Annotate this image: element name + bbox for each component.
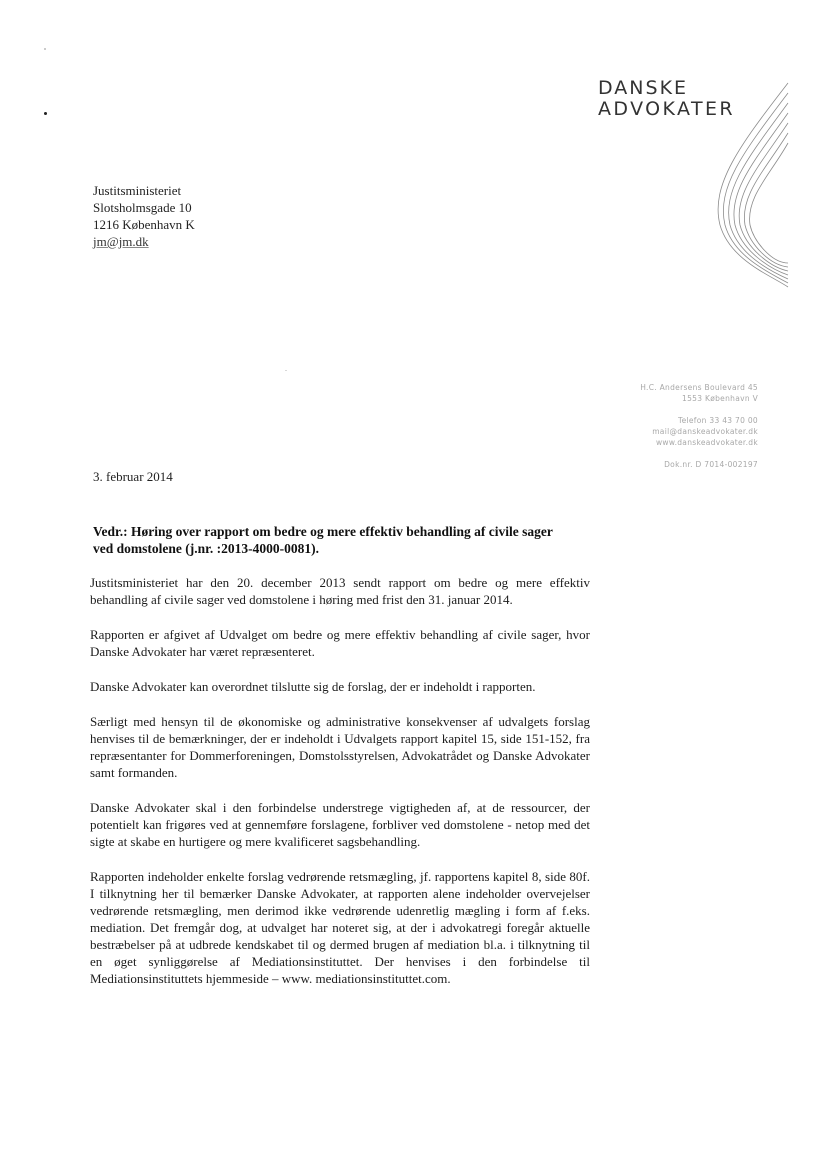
recipient-street: Slotsholmsgade 10 bbox=[93, 200, 192, 215]
logo-line-1: DANSKE bbox=[598, 77, 689, 99]
recipient-name: Justitsministeriet bbox=[93, 183, 182, 198]
sender-address-line-1: H.C. Andersens Boulevard 45 bbox=[640, 383, 758, 392]
sender-address-block bbox=[558, 382, 758, 470]
body-paragraph: Danske Advokater kan overordnet tilslutte sig de forslag, der er indeholdt i rapporten. bbox=[90, 679, 536, 694]
letter-date: 3. februar 2014 bbox=[93, 469, 173, 484]
body-paragraph: Danske Advokater skal i den forbindelse understrege vigtigheden af, at de ressourcer, der potentielt kan frigøres ved at gennemføre forslagene, forbliver ved domstolene - netop med det sigte at skabe en hurtigere og mere kvalificeret sagsbehandling. bbox=[90, 800, 590, 849]
body-paragraph: Særligt med hensyn til de økonomiske og administrative konsekvenser af udvalgets forslag henvises til de bemærkninger, der er indeholdt i Udvalgets rapport kapitel 15, side 151-152, fra repræsentanter for Dommerforeningen, Domstolsstyrelsen, Advokatrådet og Danske Advokater samt formanden. bbox=[90, 714, 590, 780]
logo-swoosh-graphic bbox=[700, 75, 795, 290]
body-paragraph: Rapporten er afgivet af Udvalget om bedre og mere effektiv behandling af civile sager, hvor Danske Advokater har været repræsenteret. bbox=[90, 627, 590, 659]
scan-speck bbox=[285, 370, 287, 371]
recipient-city: 1216 København K bbox=[93, 217, 195, 232]
letter-subject: Vedr.: Høring over rapport om bedre og mere effektiv behandling af civile sager ved domstolene (j.nr. :2013-4000-0081). bbox=[93, 524, 553, 556]
recipient-email-link[interactable]: jm@jm.dk bbox=[93, 234, 149, 249]
recipient-address bbox=[93, 182, 195, 250]
scan-speck bbox=[44, 48, 46, 50]
scan-speck bbox=[44, 112, 47, 115]
letter-body bbox=[90, 574, 590, 1005]
logo-line-2: ADVOKATER bbox=[598, 98, 735, 120]
document-number: Dok.nr. D 7014-002197 bbox=[664, 460, 758, 469]
sender-address-line-2: 1553 København V bbox=[682, 394, 758, 403]
body-paragraph: Justitsministeriet har den 20. december 2013 sendt rapport om bedre og mere effektiv behandling af civile sager ved domstolene i høring med frist den 31. januar 2014. bbox=[90, 575, 590, 607]
sender-website: www.danskeadvokater.dk bbox=[655, 438, 758, 447]
sender-phone: Telefon 33 43 70 00 bbox=[677, 416, 758, 425]
body-paragraph: Rapporten indeholder enkelte forslag vedrørende retsmægling, jf. rapportens kapitel 8, side 80f. I tilknytning her til bemærker Danske Advokater, at rapporten alene indeholder overvejelser vedrørende retsmægling, men derimod ikke vedrørende udenretlig mægling i form af f.eks. mediation. Det fremgår dog, at udvalget har noteret sig, at der i advokatregi foregår aktuelle bestræbelser på at udbrede kendskabet til og dermed brugen af mediation bl.a. i tilknytning til en øget synliggørelse af Mediationsinstituttet. Der henvises i den forbindelse til Mediationsinstituttets hjemmeside – www. mediationsinstituttet.com. bbox=[90, 869, 590, 986]
sender-email: mail@danskeadvokater.dk bbox=[652, 427, 758, 436]
